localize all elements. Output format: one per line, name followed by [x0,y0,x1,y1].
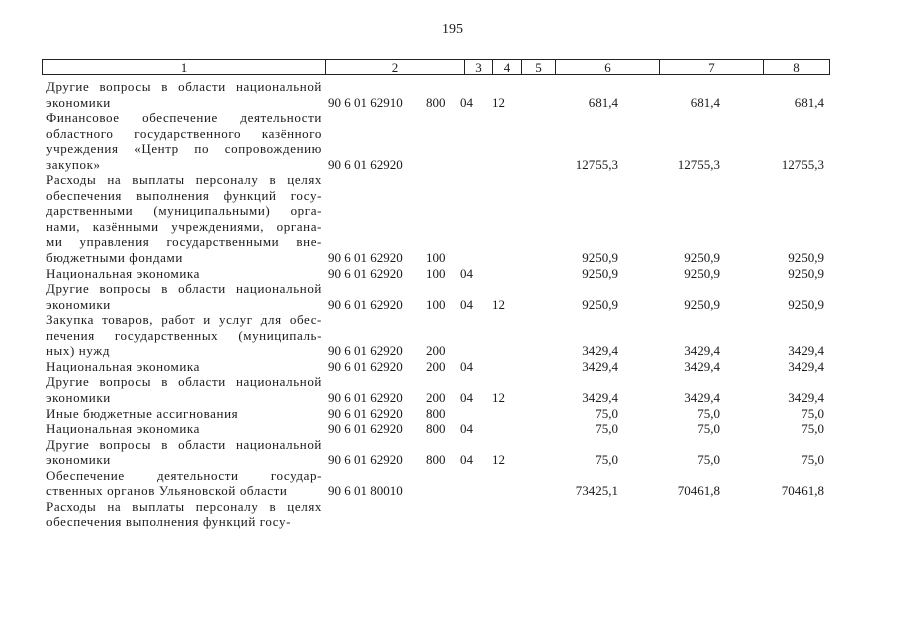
row-description [46,110,322,172]
target-code: 90 6 01 62920 [328,421,403,437]
table-row [0,359,905,375]
amount-col-6: 9250,9 [582,296,618,312]
row-description [46,374,322,405]
row-description [46,172,322,265]
description-line: экономики [46,94,111,110]
description-line: учреждения «Центр по сопровождению [46,141,322,157]
subsection-code: 12 [492,94,505,110]
description-line: Иные бюджетные ассигнования [46,405,239,421]
description-line: Финансовое обеспечение деятельности [46,110,322,126]
description-line: экономики [46,452,111,468]
amount-col-6: 3429,4 [582,343,618,359]
expense-type: 100 [426,296,446,312]
header-col-5: 5 [522,60,556,74]
amount-col-6: 75,0 [595,452,618,468]
table-row [0,437,905,468]
row-description [46,406,322,422]
expense-type: 800 [426,405,446,421]
subsection-code: 12 [492,389,505,405]
amount-col-6: 3429,4 [582,358,618,374]
description-line: Другие вопросы в области национальной [46,436,322,452]
amount-col-8: 75,0 [801,421,824,437]
description-line: обеспечения выполнения функций госу- [46,514,292,530]
amount-col-8: 12755,3 [781,156,824,172]
description-line: экономики [46,389,111,405]
table-row [0,266,905,282]
description-line: закупок» [46,156,101,172]
description-line: обеспечения выполнения функций госу- [46,187,322,203]
amount-col-7: 9250,9 [684,250,720,266]
expense-type: 200 [426,343,446,359]
expense-type: 800 [426,421,446,437]
description-line: Национальная экономика [46,421,201,437]
target-code: 90 6 01 80010 [328,483,403,499]
row-description [46,79,322,110]
row-description [46,499,322,530]
table-row [0,374,905,405]
section-code: 04 [460,452,473,468]
row-description [46,359,322,375]
row-description [46,281,322,312]
target-code: 90 6 01 62920 [328,452,403,468]
section-code: 04 [460,389,473,405]
target-code: 90 6 01 62920 [328,265,403,281]
amount-col-7: 681,4 [690,94,720,110]
target-code: 90 6 01 62910 [328,94,403,110]
target-code: 90 6 01 62920 [328,250,403,266]
amount-col-7: 9250,9 [684,296,720,312]
description-line: Расходы на выплаты персоналу в целях [46,498,322,514]
description-line: Обеспечение деятельности государ- [46,467,322,483]
amount-col-6: 681,4 [588,94,618,110]
amount-col-7: 3429,4 [684,343,720,359]
row-description [46,421,322,437]
table-row [0,421,905,437]
amount-col-6: 12755,3 [575,156,618,172]
budget-table-body [0,79,905,530]
amount-col-6: 9250,9 [582,265,618,281]
amount-col-8: 3429,4 [788,358,824,374]
target-code: 90 6 01 62920 [328,358,403,374]
description-line: областного государственного казённого [46,125,322,141]
table-row [0,281,905,312]
section-code: 04 [460,265,473,281]
page-number: 195 [442,22,463,37]
description-line: ных) нужд [46,343,111,359]
section-code: 04 [460,94,473,110]
description-line: ственных органов Ульяновской области [46,483,288,499]
amount-col-6: 9250,9 [582,250,618,266]
header-col-3: 3 [465,60,493,74]
amount-col-7: 75,0 [697,421,720,437]
subsection-code: 12 [492,296,505,312]
header-col-2: 2 [326,60,465,74]
table-row [0,406,905,422]
amount-col-8: 9250,9 [788,265,824,281]
amount-col-8: 3429,4 [788,389,824,405]
amount-col-8: 9250,9 [788,250,824,266]
amount-col-6: 75,0 [595,405,618,421]
amount-col-7: 3429,4 [684,358,720,374]
target-code: 90 6 01 62920 [328,343,403,359]
amount-col-8: 75,0 [801,452,824,468]
description-line: дарственными (муниципальными) орга- [46,203,322,219]
expense-type: 800 [426,94,446,110]
row-description [46,266,322,282]
description-line: Расходы на выплаты персоналу в целях [46,172,322,188]
section-code: 04 [460,358,473,374]
table-row [0,468,905,499]
table-row [0,499,905,530]
amount-col-7: 75,0 [697,452,720,468]
expense-type: 100 [426,265,446,281]
description-line: Национальная экономика [46,358,201,374]
header-col-1: 1 [43,60,326,74]
description-line: экономики [46,296,111,312]
target-code: 90 6 01 62920 [328,389,403,405]
header-col-6: 6 [556,60,660,74]
description-line: Другие вопросы в области национальной [46,374,322,390]
table-row [0,312,905,359]
header-col-8: 8 [793,60,800,75]
row-description [46,437,322,468]
expense-type: 800 [426,452,446,468]
expense-type: 200 [426,389,446,405]
target-code: 90 6 01 62920 [328,405,403,421]
description-line: печения государственных (муниципаль- [46,327,322,343]
amount-col-7: 9250,9 [684,265,720,281]
amount-col-6: 3429,4 [582,389,618,405]
amount-col-7: 3429,4 [684,389,720,405]
section-code: 04 [460,296,473,312]
description-line: нами, казёнными учреждениями, органа- [46,218,322,234]
header-col-4: 4 [493,60,522,74]
table-row [0,172,905,265]
description-line: Другие вопросы в области национальной [46,281,322,297]
amount-col-7: 12755,3 [677,156,720,172]
section-code: 04 [460,421,473,437]
amount-col-7: 70461,8 [677,483,720,499]
amount-col-7: 75,0 [697,405,720,421]
target-code: 90 6 01 62920 [328,156,403,172]
row-description [46,312,322,359]
amount-col-8: 3429,4 [788,343,824,359]
amount-col-6: 73425,1 [575,483,618,499]
table-header [42,59,830,75]
amount-col-8: 9250,9 [788,296,824,312]
description-line: Национальная экономика [46,265,201,281]
subsection-code: 12 [492,452,505,468]
description-line: бюджетными фондами [46,250,183,266]
description-line: ми управления государственными вне- [46,234,322,250]
amount-col-8: 681,4 [794,94,824,110]
description-line: Другие вопросы в области национальной [46,79,322,94]
amount-col-8: 75,0 [801,405,824,421]
expense-type: 200 [426,358,446,374]
row-description [46,468,322,499]
table-row [0,79,905,110]
amount-col-8: 70461,8 [781,483,824,499]
table-row [0,110,905,172]
amount-col-6: 75,0 [595,421,618,437]
header-col-7: 7 [660,60,764,74]
target-code: 90 6 01 62920 [328,296,403,312]
expense-type: 100 [426,250,446,266]
description-line: Закупка товаров, работ и услуг для обес- [46,312,322,328]
